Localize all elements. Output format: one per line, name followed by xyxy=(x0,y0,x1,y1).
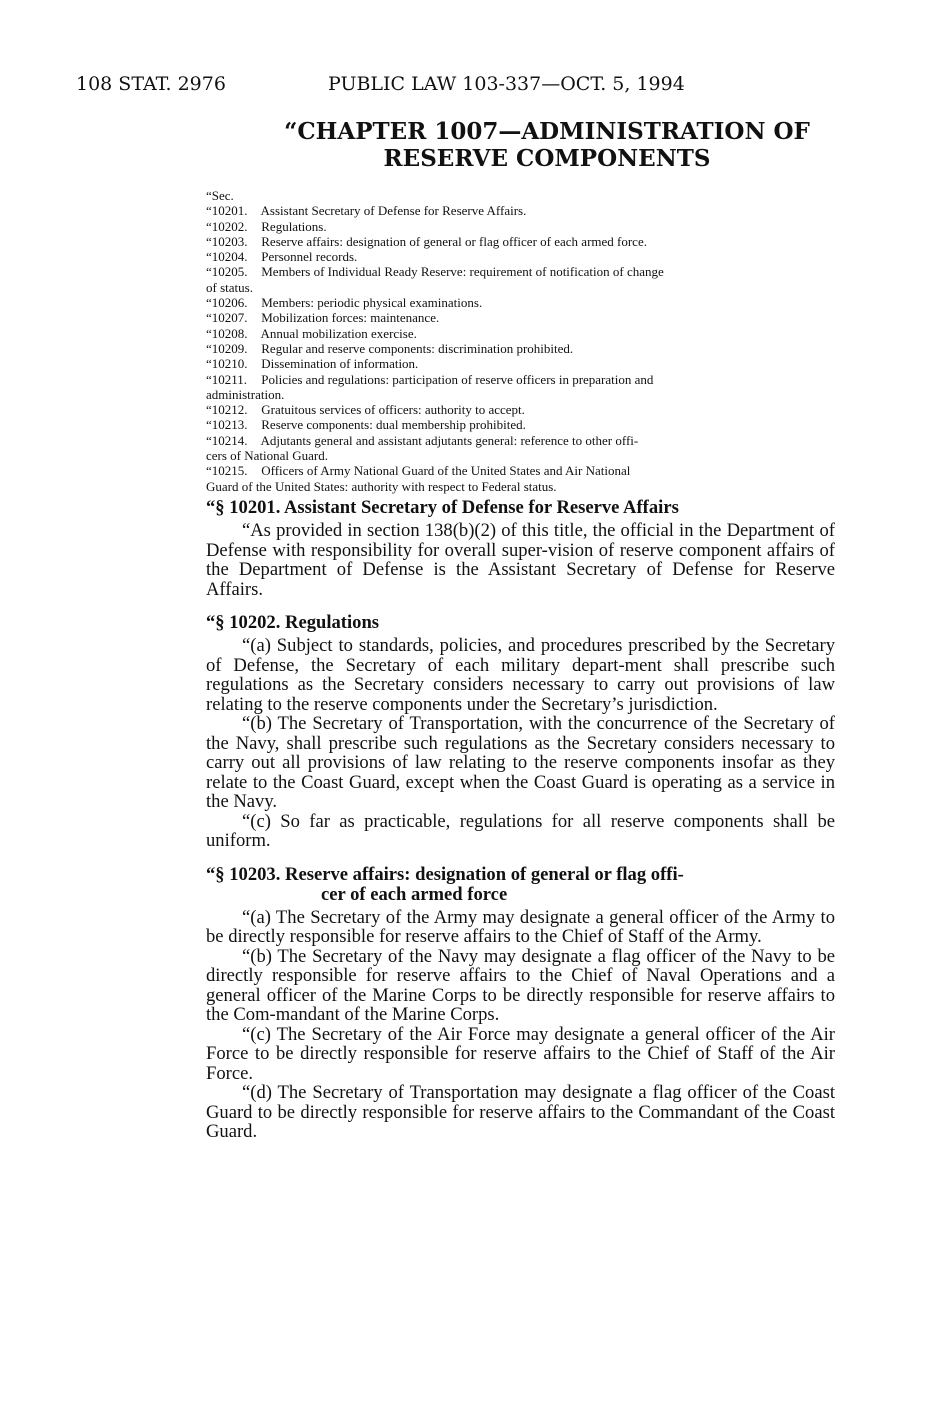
toc-entry-title: Policies and regulations: participation of reserve officers in preparation and xyxy=(261,371,654,387)
toc-entry-title: Mobilization forces: maintenance. xyxy=(261,310,440,326)
toc-entry-number: “10213. xyxy=(206,417,248,433)
toc-entry-title: Reserve affairs: designation of general or flag officer of each armed force. xyxy=(261,233,647,249)
toc-entry-title: Reserve components: dual membership prohibited. xyxy=(261,417,526,433)
toc-entry xyxy=(206,341,836,356)
toc-entry-title: Gratuitous services of officers: authority to accept. xyxy=(261,402,525,418)
toc-entry xyxy=(206,219,836,234)
toc-entry-title: Regulations. xyxy=(261,218,327,234)
toc-entry xyxy=(206,463,836,478)
toc-entry xyxy=(206,402,836,417)
paragraph: “(d) The Secretary of Transportation may designate a flag officer of the Coast Guard to be directly responsible for reserve affairs to the Commandant of the Coast Guard. xyxy=(206,1082,835,1142)
toc-entry-number: “10211. xyxy=(206,371,248,387)
section-heading xyxy=(206,865,835,905)
section-heading: “§ 10202. Regulations xyxy=(206,612,380,633)
toc-entries xyxy=(206,203,836,494)
paragraph: “(b) The Secretary of the Navy may designate a flag officer of the Navy to be directly responsible for reserve affairs to the Chief of Naval Operations and a general officer of the Marine Corps to be directly responsible for reserve affairs to the Com-mandant of the Marine Corps. xyxy=(206,945,835,1025)
toc-entry xyxy=(206,372,836,387)
paragraph: “(c) The Secretary of the Air Force may designate a general officer of the Air Force to be directly responsible for reserve affairs to the Chief of Staff of the Air Force. xyxy=(206,1023,835,1084)
toc-entry-title: Annual mobilization exercise. xyxy=(260,325,417,341)
chapter-title-line-1: “CHAPTER 1007—ADMINISTRATION OF xyxy=(284,118,810,145)
toc-entry-title: Adjutants general and assistant adjutants general: reference to other offi- xyxy=(260,432,639,448)
toc-entry xyxy=(206,295,836,310)
toc-entry-number: “10207. xyxy=(206,310,248,326)
body-text xyxy=(206,498,835,1156)
toc-entry-number: “10215. xyxy=(206,463,248,479)
toc-entry xyxy=(206,356,836,371)
toc-entry-number: “10209. xyxy=(206,340,248,356)
paragraph: “(b) The Secretary of Transportation, with the concurrence of the Secretary of the Navy, shall prescribe such regulations as the Secretary considers necessary to carry out all provisions of law relating to the reserve components insofar as they relate to the Coast Guard, except when the Coast Guard is operating as a service in the Navy. xyxy=(206,713,835,812)
table-of-sections xyxy=(206,188,836,494)
paragraph: “(c) So far as practicable, regulations for all reserve components shall be uniform. xyxy=(206,810,835,851)
paragraph: “As provided in section 138(b)(2) of this title, the official in the Department of Defense with responsibility for overall super-vision of reserve component affairs of the Department of Defense is the Assistant Secretary of Defense for Reserve Affairs. xyxy=(206,520,835,600)
toc-sec-label: “Sec. xyxy=(206,188,234,203)
toc-entry-continuation: of status. xyxy=(206,279,253,295)
toc-entry-title: Regular and reserve components: discrimination prohibited. xyxy=(261,340,574,356)
toc-entry xyxy=(206,264,836,279)
chapter-title xyxy=(207,118,887,172)
toc-entry-number: “10205. xyxy=(206,264,248,280)
toc-entry-title: Members of Individual Ready Reserve: requirement of notification of change xyxy=(261,264,664,280)
toc-entry xyxy=(206,310,836,325)
toc-entry-title: Officers of Army National Guard of the United States and Air National xyxy=(261,463,631,479)
chapter-title-line-2: RESERVE COMPONENTS xyxy=(383,145,711,172)
section-10201 xyxy=(206,498,835,599)
toc-entry-title: Dissemination of information. xyxy=(261,356,419,372)
toc-entry-number: “10214. xyxy=(206,432,248,448)
toc-entry-title: Assistant Secretary of Defense for Reserve Affairs. xyxy=(260,203,527,219)
statute-citation: 108 STAT. 2976 xyxy=(76,73,226,95)
toc-entry xyxy=(206,249,836,264)
section-10203 xyxy=(206,865,835,1142)
toc-entry-number: “10210. xyxy=(206,356,248,372)
section-heading-line-2: cer of each armed force xyxy=(321,883,508,905)
toc-entry xyxy=(206,326,836,341)
toc-entry xyxy=(206,433,836,448)
toc-entry-number: “10202. xyxy=(206,218,248,234)
toc-entry-continuation: cers of National Guard. xyxy=(206,448,329,464)
toc-entry-title: Members: periodic physical examinations. xyxy=(261,295,483,311)
toc-entry-number: “10203. xyxy=(206,233,248,249)
paragraph: “(a) Subject to standards, policies, and procedures prescribed by the Secretary of Defense, the Secretary of each military depart-ment shall prescribe such regulations as the Secretary considers necessary to carry out provisions of law relating to the reserve components under the Secretary’s jurisdiction. xyxy=(206,635,835,715)
toc-entry-number: “10206. xyxy=(206,295,248,311)
paragraph: “(a) The Secretary of the Army may designate a general officer of the Army to be directly responsible for reserve affairs to the Chief of Staff of the Army. xyxy=(206,906,835,947)
toc-entry-title: Personnel records. xyxy=(261,249,358,265)
toc-entry-number: “10208. xyxy=(206,325,248,341)
public-law-citation: PUBLIC LAW 103-337—OCT. 5, 1994 xyxy=(328,73,685,95)
toc-entry xyxy=(206,234,836,249)
toc-entry xyxy=(206,417,836,432)
toc-entry-number: “10204. xyxy=(206,249,248,265)
toc-entry-continuation: administration. xyxy=(206,386,285,402)
section-10202 xyxy=(206,613,835,851)
section-heading-line-1: “§ 10203. Reserve affairs: designation of general or flag offi- xyxy=(206,863,684,885)
toc-entry-continuation: Guard of the United States: authority with respect to Federal status. xyxy=(206,478,557,494)
toc-entry-number: “10212. xyxy=(206,402,248,418)
section-heading: “§ 10201. Assistant Secretary of Defense for Reserve Affairs xyxy=(206,497,679,518)
toc-entry xyxy=(206,203,836,218)
toc-entry-number: “10201. xyxy=(206,203,248,219)
page-header xyxy=(76,73,796,97)
